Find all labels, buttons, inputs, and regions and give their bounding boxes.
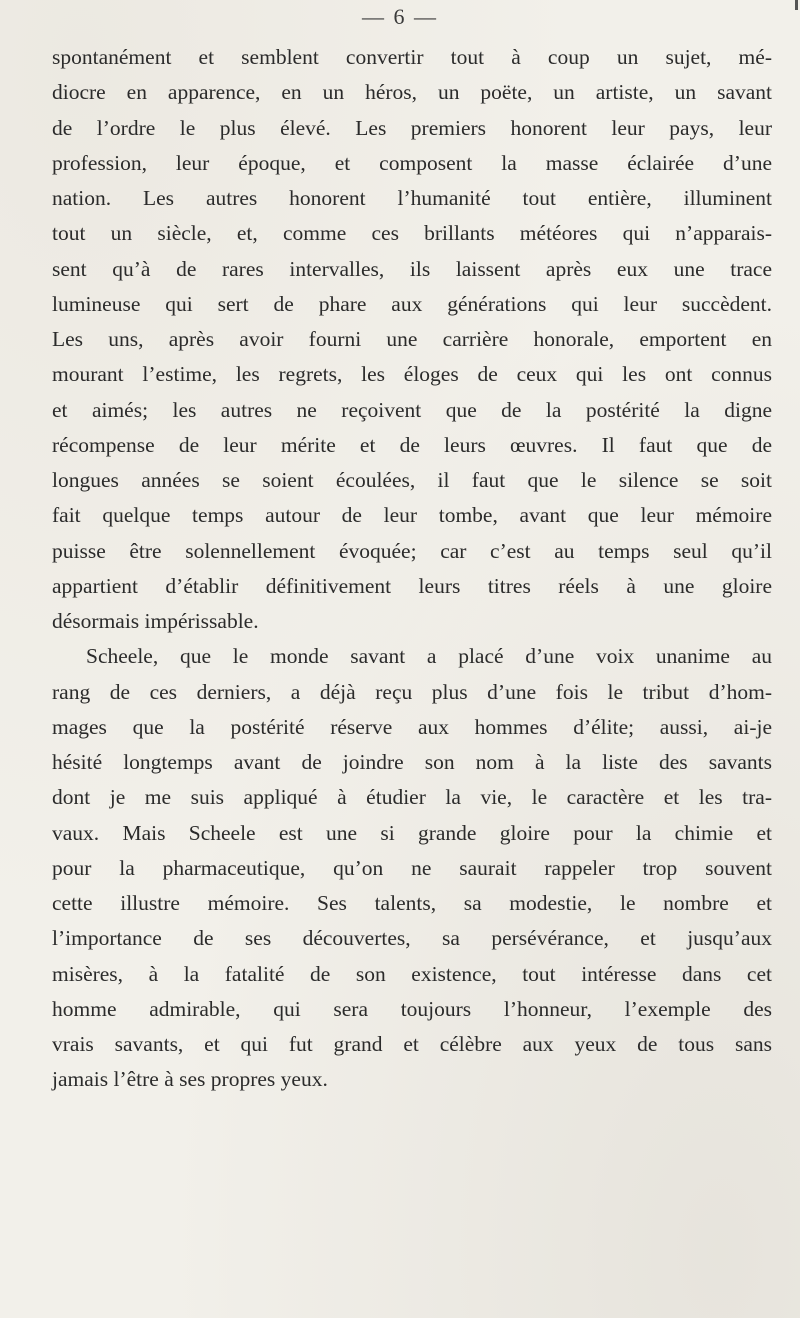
text-line: et aimés; les autres ne reçoivent que de la postérité la digne xyxy=(52,397,772,422)
paragraph-2 xyxy=(52,639,772,1097)
text-line: Les uns, après avoir fourni une carrière honorale, emportent en xyxy=(52,327,772,351)
text-line: diocre en apparence, en un héros, un poëte, un artiste, un savant xyxy=(52,80,772,105)
text-line: mages que la postérité réserve aux hommes d’élite; aussi, ai-je xyxy=(52,714,772,739)
text-line: l’importance de ses découvertes, sa persévérance, et jusqu’aux xyxy=(52,926,772,951)
text-line: jamais l’être à ses propres yeux. xyxy=(52,1067,328,1092)
text-line: rang de ces derniers, a déjà reçu plus d’une fois le tribut d’hom- xyxy=(52,679,772,704)
text-line: longues années se soient écoulées, il faut que le silence se soit xyxy=(52,468,772,492)
text-line: récompense de leur mérite et de leurs œuvres. Il faut que de xyxy=(52,432,772,457)
text-line: homme admirable, qui sera toujours l’honneur, l’exemple des xyxy=(52,996,772,1021)
text-line: hésité longtemps avant de joindre son nom à la liste des savants xyxy=(52,750,772,774)
text-line: désormais impérissable. xyxy=(52,609,259,633)
text-line: dont je me suis appliqué à étudier la vie, le caractère et les tra- xyxy=(52,785,772,810)
text-line: nation. Les autres honorent l’humanité tout entière, illuminent xyxy=(52,186,772,210)
text-line: pour la pharmaceutique, qu’on ne saurait rappeler trop souvent xyxy=(52,855,772,880)
text-line: spontanément et semblent convertir tout à coup un sujet, mé- xyxy=(52,45,772,69)
text-line: cette illustre mémoire. Ses talents, sa modestie, le nombre et xyxy=(52,891,772,915)
text-line: Scheele, que le monde savant a placé d’une voix unanime au xyxy=(86,644,772,669)
text-line: tout un siècle, et, comme ces brillants météores qui n’apparais- xyxy=(52,221,772,246)
paragraph-1 xyxy=(52,40,772,639)
body-text xyxy=(52,40,772,1098)
text-line: mourant l’estime, les regrets, les éloges de ceux qui les ont connus xyxy=(52,362,772,387)
text-line: vaux. Mais Scheele est une si grande gloire pour la chimie et xyxy=(52,820,772,845)
text-line: fait quelque temps autour de leur tombe, avant que leur mémoire xyxy=(52,503,772,528)
text-line: profession, leur époque, et composent la masse éclairée d’une xyxy=(52,150,772,175)
text-line: de l’ordre le plus élevé. Les premiers honorent leur pays, leur xyxy=(52,115,772,140)
page-number: — 6 — xyxy=(362,4,438,29)
text-line: appartient d’établir définitivement leurs titres réels à une gloire xyxy=(52,573,772,598)
text-line: misères, à la fatalité de son existence, tout intéresse dans cet xyxy=(52,961,772,986)
text-line: sent qu’à de rares intervalles, ils laissent après eux une trace xyxy=(52,256,772,281)
text-line: lumineuse qui sert de phare aux générations qui leur succèdent. xyxy=(52,291,772,316)
text-line: vrais savants, et qui fut grand et célèbre aux yeux de tous sans xyxy=(52,1032,772,1056)
text-line: puisse être solennellement évoquée; car c’est au temps seul qu’il xyxy=(52,538,772,563)
